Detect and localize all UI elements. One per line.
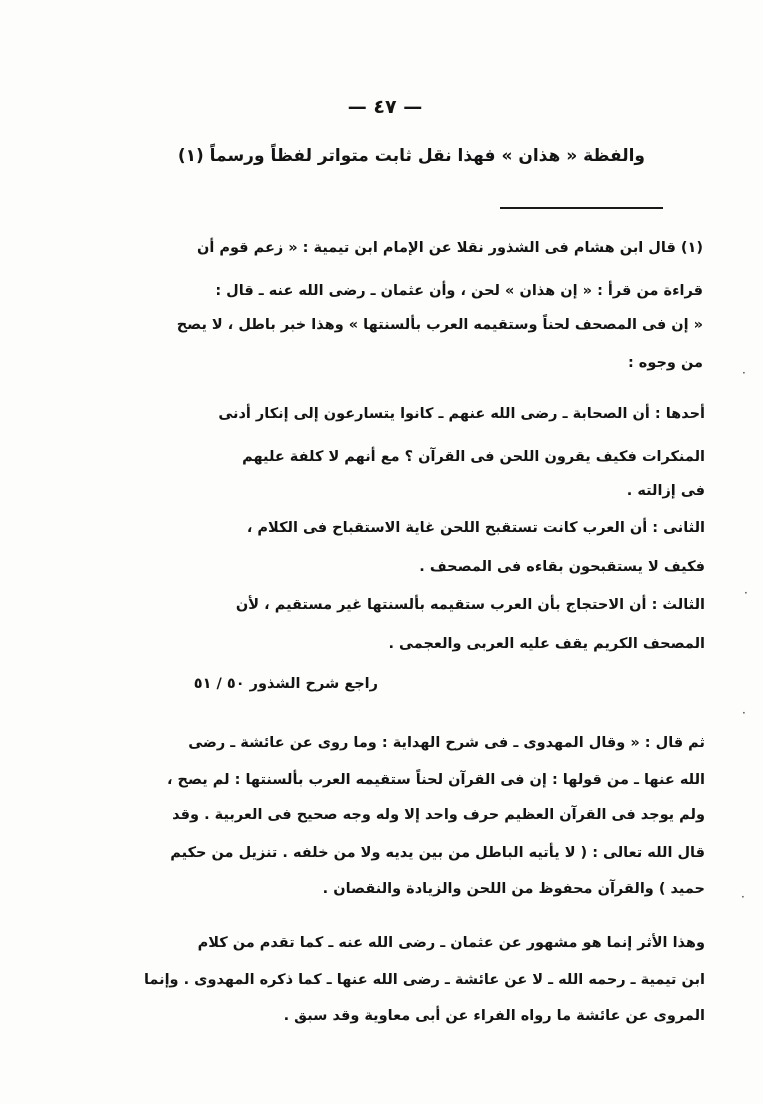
footnote-line: ثم قال : « وقال المهدوى ـ فى شرح الهداية : وما روى عن عائشة ـ رضى bbox=[188, 735, 705, 751]
footnote-line: الله عنها ـ من قولها : إن فى القرآن لحناً ستقيمه العرب بألسنتها : لم يصح ، bbox=[166, 772, 705, 788]
footnote-line: ابن تيمية ـ رحمه الله ـ لا عن عائشة ـ رضى الله عنها ـ كما ذكره المهدوى . وإنما bbox=[143, 972, 705, 988]
footnote-line: (١) قال ابن هشام فى الشذور نقلا عن الإمام ابن تيمية : « زعم قوم أن bbox=[196, 240, 703, 256]
reference-line: راجع شرح الشذور ٥٠ / ٥١ bbox=[193, 676, 378, 692]
footnote-line: المنكرات فكيف يقرون اللحن فى القرآن ؟ مع أنهم لا كلفة عليهم bbox=[242, 449, 705, 465]
footnote-line: الثانى : أن العرب كانت تستقبح اللحن غاية الاستقباح فى الكلام ، bbox=[246, 520, 705, 536]
footnote-line: فى إزالته . bbox=[626, 483, 705, 499]
scan-speck: · bbox=[744, 586, 748, 600]
footnote-line: حميد ) والقرآن محفوظ من اللحن والزيادة والنقصان . bbox=[322, 881, 705, 897]
footnote-line: الثالث : أن الاحتجاج بأن العرب ستقيمه بألسنتها غير مستقيم ، لأن bbox=[235, 597, 705, 613]
main-text-line: والفظة « هذان » فهذا نقل ثابت متواتر لفظاً ورسماً (١) bbox=[177, 146, 645, 166]
page-number: — ٤٧ — bbox=[347, 96, 423, 118]
scan-speck: · bbox=[742, 366, 746, 380]
scan-speck: · bbox=[742, 706, 746, 720]
footnote-line: أحدها : أن الصحابة ـ رضى الله عنهم ـ كانوا يتسارعون إلى إنكار أدنى bbox=[218, 406, 705, 422]
footnote-line: المصحف الكريم يقف عليه العربى والعجمى . bbox=[388, 636, 705, 652]
scan-speck: · bbox=[741, 890, 745, 904]
footnote-line: من وجوه : bbox=[627, 355, 703, 371]
footnote-line: قراءة من قرأ : « إن هذان » لحن ، وأن عثمان ـ رضى الله عنه ـ قال : bbox=[215, 283, 703, 299]
footnote-line: فكيف لا يستقبحون بقاءه فى المصحف . bbox=[419, 559, 705, 575]
footnote-line: وهذا الأثر إنما هو مشهور عن عثمان ـ رضى الله عنه ـ كما تقدم من كلام bbox=[197, 935, 705, 951]
footnote-line: قال الله تعالى : ( لا يأتيه الباطل من بين يديه ولا من خلفه . تنزيل من حكيم bbox=[170, 845, 705, 861]
footnote-line: المروى عن عائشة ما رواه الفراء عن أبى معاوية وقد سبق . bbox=[283, 1008, 705, 1024]
footnote-line: « إن فى المصحف لحناً وستقيمه العرب بألسنتها » وهذا خبر باطل ، لا يصح bbox=[176, 317, 703, 333]
footnote-separator bbox=[500, 207, 663, 209]
footnote-line: ولم يوجد فى القرآن العظيم حرف واحد إلا وله وجه صحيح فى العربية . وقد bbox=[172, 807, 705, 823]
